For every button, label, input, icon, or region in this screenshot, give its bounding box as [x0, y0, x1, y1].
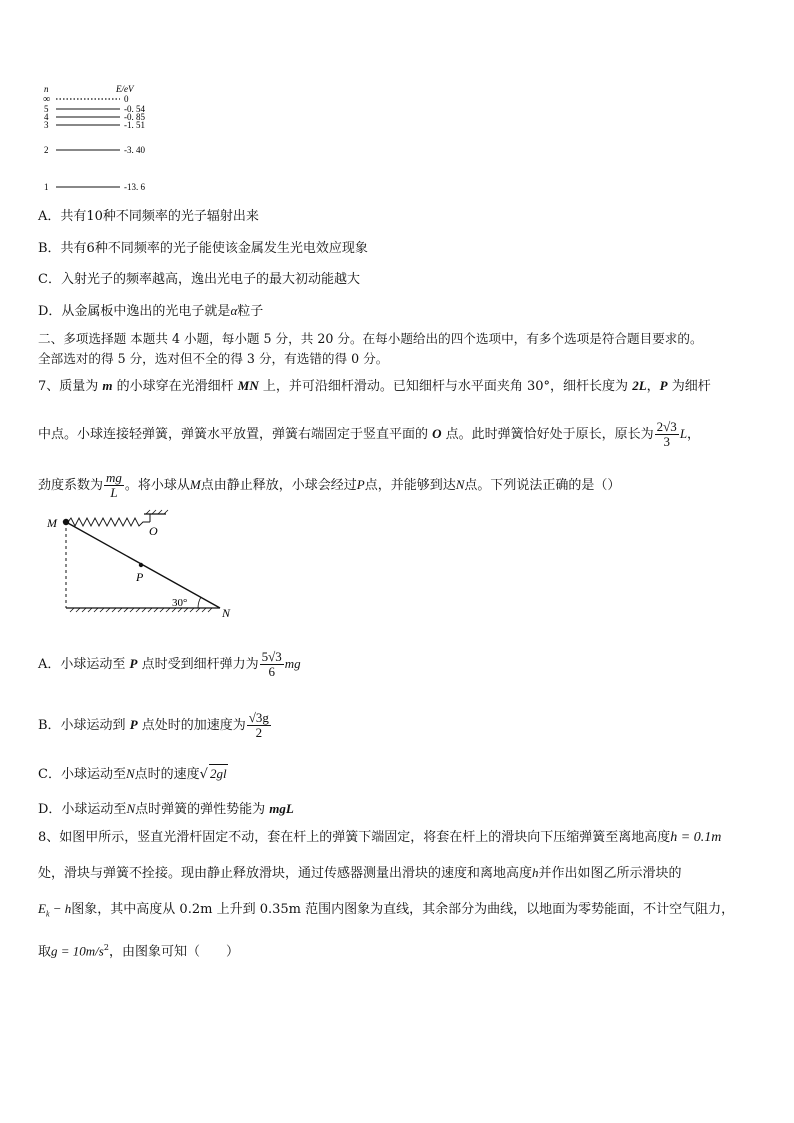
label-p: P: [136, 570, 144, 584]
q8-text: 处，滑块与弹簧不拴接。现由静止释放滑块，通过传感器测量出滑块的速度和离地高度: [38, 866, 533, 881]
var-l: L: [679, 426, 688, 441]
level-e-5: -0. 54: [124, 104, 145, 114]
label-m: M: [47, 516, 57, 530]
q8-text: 并作出如图乙所示滑块的: [538, 866, 682, 881]
var-o: O: [432, 426, 442, 441]
incline-rod-svg: [40, 508, 250, 623]
var-m-point: M: [189, 477, 201, 492]
gravity-value: g = 10m/s: [51, 943, 104, 959]
energy-axis-label: E/eV: [116, 84, 134, 94]
q7-line1: [38, 377, 711, 396]
var-mg: mg: [284, 656, 301, 671]
section2-line1: 二、多项选择题 本题共 4 小题，每小题 5 分，共 20 分。在每小题给出的四个选项中，有多个选项是符合题目要求的。: [38, 331, 703, 346]
q7-text: 的小球穿在光滑细杆: [112, 379, 238, 394]
q7-option-text: A．小球运动至: [38, 657, 130, 672]
level-n-4: 4: [44, 112, 49, 122]
level-e-4: -0. 85: [124, 112, 145, 122]
q7-text: 劲度系数为: [38, 478, 104, 493]
var-mgl: mgL: [269, 801, 294, 816]
energy-level-diagram: [40, 84, 200, 199]
q7-text: 7、质量为: [38, 379, 103, 394]
q8-line1: [38, 829, 721, 847]
fraction-numerator: 2√3: [656, 419, 677, 434]
var-n: N: [126, 801, 136, 816]
var-n-point: N: [455, 477, 465, 492]
q7-text: ，: [687, 427, 701, 442]
q8-line3: [38, 900, 734, 924]
q7-option-text: 点时受到细杆弹力为: [137, 657, 259, 672]
incline-rod-figure: [40, 508, 250, 623]
q8-line2: [38, 864, 682, 883]
q7-text: 上，并可沿细杆滑动。已知细杆与水平面夹角 30°，细杆长度为: [258, 379, 633, 394]
q8-text: 取: [38, 944, 52, 960]
q7-text: 中点。小球连接轻弹簧，弹簧水平放置，弹簧右端固定于竖直平面的: [38, 427, 433, 442]
alpha-symbol: α: [230, 303, 238, 318]
q7-text: 点，并能够到达: [364, 478, 456, 493]
level-n-3: 3: [44, 120, 49, 130]
q7-option-text: C．小球运动至: [38, 767, 126, 782]
level-n-5: 5: [44, 104, 49, 114]
fraction-numerator: mg: [106, 470, 122, 485]
energy-level-svg: [40, 84, 200, 199]
q7-text: 。将小球从: [124, 478, 190, 493]
level-e-inf: 0: [124, 94, 129, 104]
var-2l: 2L: [632, 378, 647, 393]
label-angle: 30°: [172, 597, 188, 609]
fraction-denominator: L: [110, 485, 118, 500]
q7-text: ，: [646, 379, 660, 394]
sqrt-radicand: 2gl: [209, 766, 227, 781]
q7-option-text: 点处时的加速度为: [137, 718, 246, 733]
q7-line2: [38, 420, 700, 449]
level-e-2: -3. 40: [124, 145, 145, 155]
fraction-numerator: √3g: [248, 710, 269, 725]
q6-option-a: A．共有10种不同频率的光子辐射出来: [38, 209, 259, 224]
level-n-inf: ∞: [43, 94, 51, 105]
q8-text: 图象，其中高度从 0.2m 上升到 0.35m 范围内图象为直线，其余部分为曲线，以地面为零势能面，不计空气阻力，: [71, 902, 735, 917]
q7-option-b: [38, 711, 272, 740]
var-ek: E: [38, 901, 46, 916]
q8-text: 8、如图甲所示，竖直光滑杆固定不动，套在杆上的弹簧下端固定，将套在杆上的滑块向下压缩弹簧至离地高度: [38, 830, 671, 845]
q7-option-text: 点时弹簧的弹性势能为: [135, 802, 270, 817]
fraction-denominator: 6: [268, 664, 275, 679]
gravity-exponent: 2: [103, 943, 109, 952]
point-p-dot: [139, 563, 143, 567]
fraction-denominator: 2: [255, 725, 263, 740]
q7-text: 点由静止释放，小球会经过: [200, 478, 357, 493]
stiffness-fraction: [104, 471, 124, 500]
q7-text: 点。此时弹簧恰好处于原长，原长为: [441, 427, 654, 442]
var-m: m: [102, 378, 113, 393]
q7-text: 点。下列说法正确的是（）: [464, 478, 621, 493]
q7-option-d: [38, 800, 294, 819]
var-h: h: [532, 865, 539, 880]
label-o: O: [149, 524, 158, 538]
level-e-3: -1. 51: [124, 120, 145, 130]
option-b-fraction: [247, 711, 271, 740]
q7-option-text: B．小球运动到: [38, 718, 130, 733]
var-mn: MN: [237, 378, 259, 393]
q6-option-d: [38, 302, 263, 321]
q7-text: 为细杆: [667, 379, 711, 394]
spring: [68, 518, 150, 526]
var-p: P: [129, 656, 138, 671]
var-ek-sub: k: [45, 909, 50, 919]
var-n: N: [125, 766, 135, 781]
option-a-fraction: [260, 650, 284, 679]
q6-option-d-prefix: D．从金属板中逸出的光电子就是: [38, 304, 231, 319]
q6-option-b: B．共有6种不同频率的光子能使该金属发生光电效应现象: [38, 241, 368, 256]
sqrt-icon: √: [199, 767, 208, 782]
q6-option-d-suffix: 粒子: [237, 304, 264, 319]
height-value: h = 0.1m: [670, 830, 722, 845]
q8-line4: [38, 939, 239, 961]
label-n: N: [222, 606, 231, 620]
q7-line3: [38, 471, 620, 500]
n-axis-label: n: [44, 84, 49, 94]
q7-option-text: 点时的速度: [134, 767, 200, 782]
q7-option-c: [38, 764, 228, 784]
q6-option-c: C．入射光子的频率越高，逸出光电子的最大初动能越大: [38, 272, 360, 287]
var-p: P: [129, 717, 138, 732]
var-p: P: [659, 378, 668, 393]
angle-arc: [198, 597, 201, 608]
q7-option-text: D．小球运动至: [38, 802, 127, 817]
fraction-denominator: 3: [663, 434, 670, 449]
natural-length-fraction: [655, 420, 679, 449]
var-p-point: P: [356, 477, 365, 492]
fraction-numerator: 5√3: [261, 649, 282, 664]
section2-line2: 全部选对的得 5 分，选对但不全的得 3 分，有选错的得 0 分。: [38, 351, 389, 366]
level-n-1: 1: [44, 182, 49, 192]
level-n-2: 2: [44, 145, 49, 155]
var-h: − h: [49, 901, 72, 916]
ball-m: [63, 519, 69, 525]
level-e-1: -13. 6: [124, 182, 145, 192]
q8-text: ，由图象可知（ ）: [108, 944, 239, 960]
q7-option-a: [38, 650, 301, 679]
